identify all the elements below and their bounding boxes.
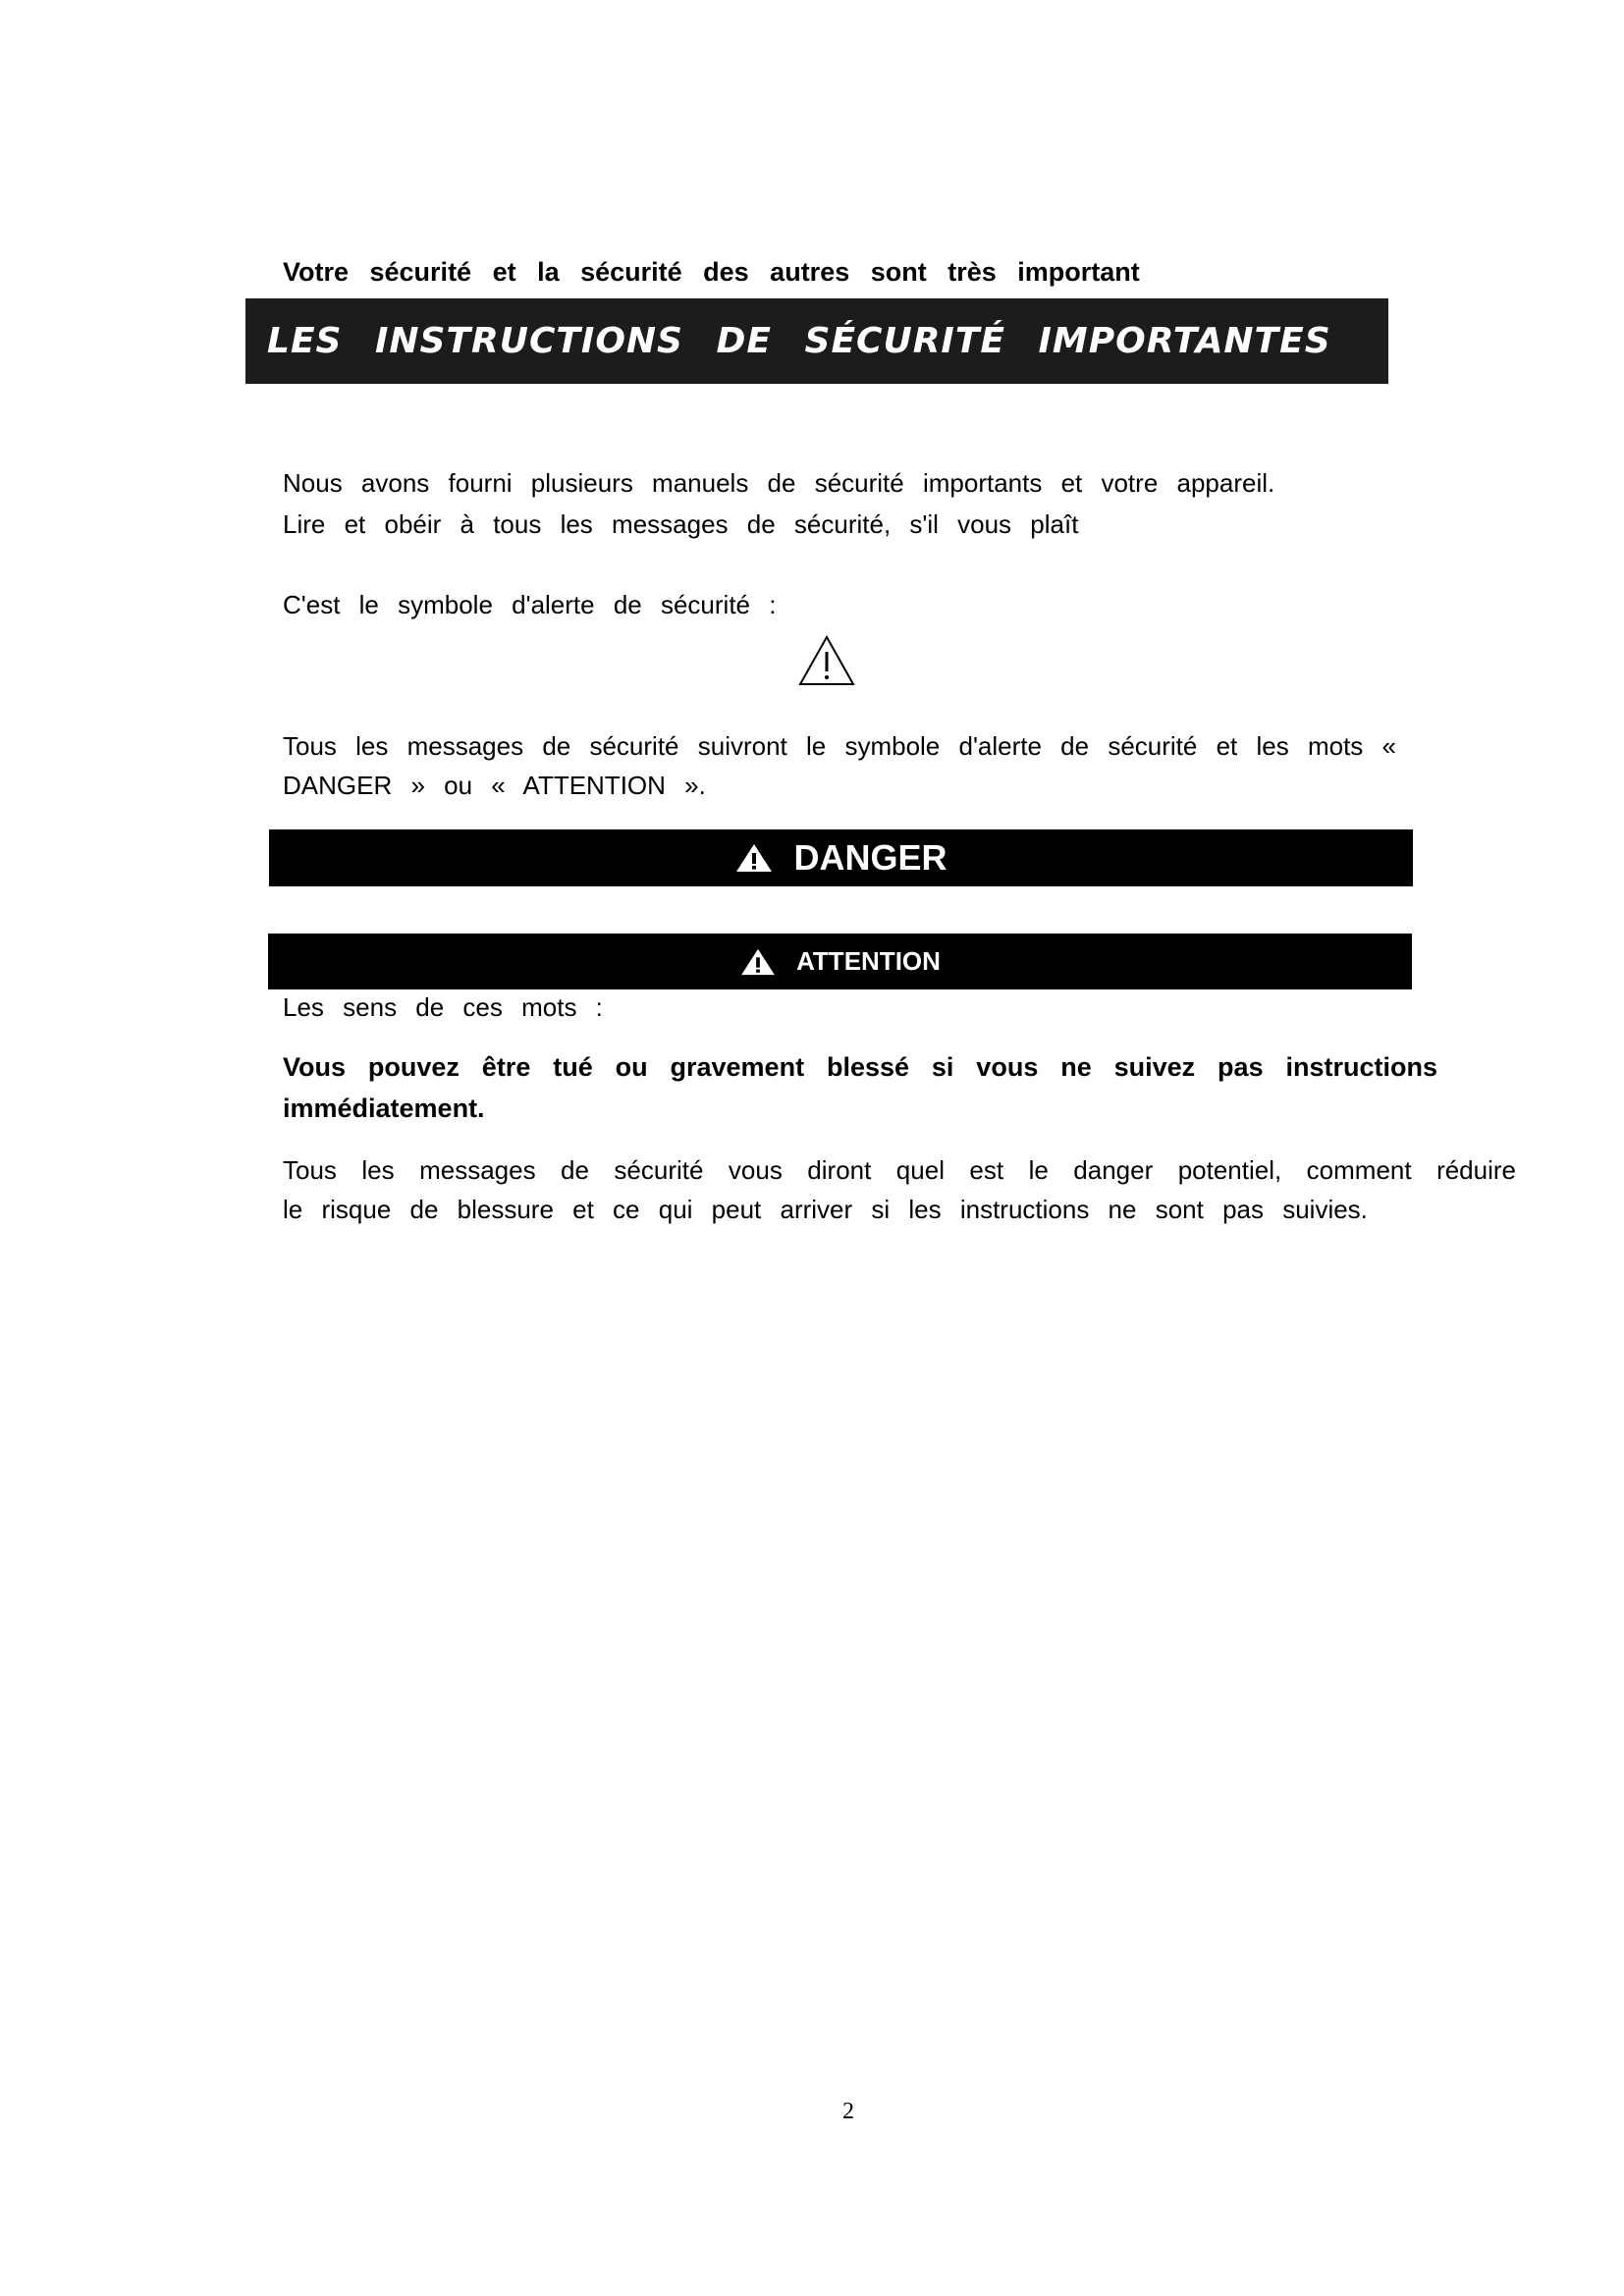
symbol-line: C'est le symbole d'alerte de sécurité : bbox=[283, 590, 777, 619]
danger-label: DANGER bbox=[793, 837, 947, 878]
intro-line-1: Nous avons fourni plusieurs manuels de sécurité importants et votre appareil. bbox=[283, 468, 1275, 498]
warning-icon bbox=[734, 842, 774, 874]
warning-icon bbox=[739, 947, 777, 977]
attention-banner bbox=[268, 934, 1412, 989]
page-subtitle: Votre sécurité et la sécurité des autres sont très important bbox=[283, 257, 1140, 287]
page-number: 2 bbox=[842, 2099, 854, 2124]
messages-line-1: Tous les messages de sécurité suivront le symbole d'alerte de sécurité et les mots « bbox=[283, 731, 1396, 761]
messages-paragraph bbox=[283, 726, 1481, 805]
bold-warning-line-2: immédiatement. bbox=[283, 1094, 485, 1123]
safety-alert-icon bbox=[797, 634, 856, 687]
final-line-2: le risque de blessure et ce qui peut arriver si les instructions ne sont pas suivies. bbox=[283, 1195, 1368, 1224]
final-line-1: Tous les messages de sécurité vous diront quel est le danger potentiel, comment réduire bbox=[283, 1155, 1516, 1185]
bold-warning-line-1: Vous pouvez être tué ou gravement blessé si vous ne suivez pas instructions bbox=[283, 1052, 1437, 1082]
danger-banner bbox=[269, 829, 1413, 886]
meanings-line: Les sens de ces mots : bbox=[283, 992, 603, 1022]
intro-line-2: Lire et obéir à tous les messages de sécurité, s'il vous plaît bbox=[283, 509, 1079, 539]
title-banner bbox=[245, 298, 1388, 384]
bold-warning-paragraph bbox=[283, 1046, 1437, 1129]
final-paragraph bbox=[283, 1150, 1516, 1229]
banner-title: LES INSTRUCTIONS DE SÉCURITÉ IMPORTANTES bbox=[267, 321, 1331, 361]
attention-label: ATTENTION bbox=[796, 946, 941, 976]
messages-line-2: DANGER » ou « ATTENTION ». bbox=[283, 771, 706, 800]
